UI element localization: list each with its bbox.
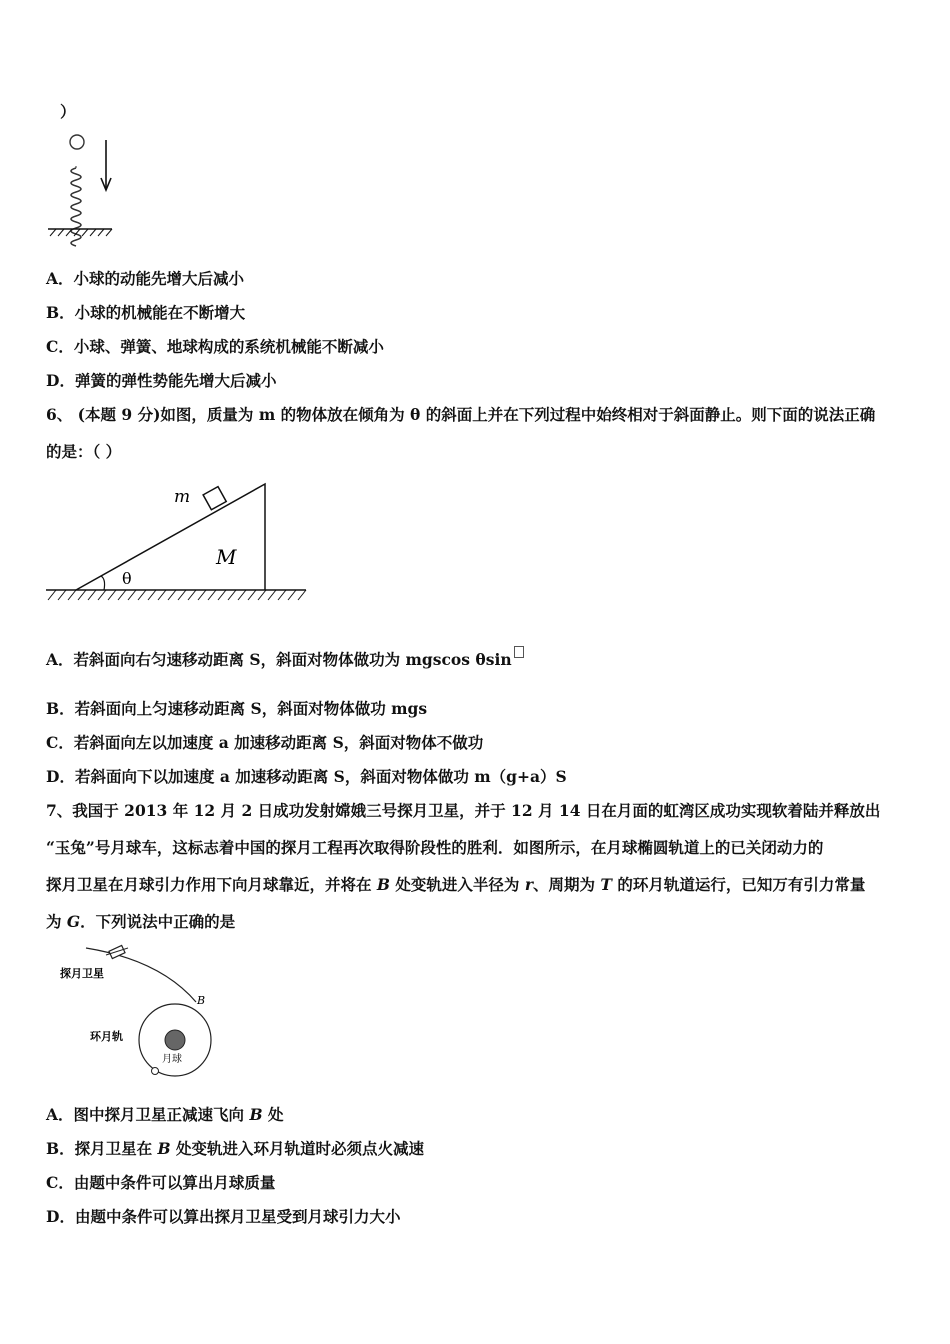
block-m [203, 487, 226, 510]
q6-stem-line1: 6、 (本题 9 分)如图，质量为 m 的物体放在倾角为 θ 的斜面上并在下列过程中始终相对于斜面静止。则下面的说法正确 [46, 405, 876, 424]
label-orbit: 环月轨 [90, 1030, 123, 1043]
label-theta: θ [122, 569, 132, 588]
label-m: m [174, 487, 191, 507]
label-moon: 月球 [162, 1054, 182, 1065]
satellite-small-icon [152, 1068, 159, 1075]
q5-stem-tail: ） [60, 102, 76, 121]
orbit-figure [60, 940, 230, 1080]
missing-glyph-icon [514, 646, 524, 658]
label-probe: 探月卫星 [60, 967, 104, 980]
q7-option-a: A．图中探月卫星正减速飞向 B 处 [46, 1105, 284, 1124]
angle-arc [101, 576, 105, 590]
q5-option-a: A．小球的动能先增大后减小 [46, 269, 245, 288]
q6-option-d: D．若斜面向下以加速度 a 加速移动距离 S，斜面对物体做功 m（g+a）S [46, 767, 567, 786]
ball-icon [70, 135, 84, 149]
label-M: M [216, 545, 237, 569]
q7-option-b: B．探月卫星在 B 处变轨进入环月轨道时必须点火减速 [46, 1139, 425, 1158]
q6-option-b: B．若斜面向上匀速移动距离 S，斜面对物体做功 mgs [46, 699, 428, 718]
label-B: B [197, 994, 206, 1007]
q5-option-d: D．弹簧的弹性势能先增大后减小 [46, 371, 277, 390]
q6-option-c: C．若斜面向左以加速度 a 加速移动距离 S，斜面对物体不做功 [46, 733, 484, 752]
q7-stem-line1: 7、我国于 2013 年 12 月 2 日成功发射嫦娥三号探月卫星，并于 12 月 14 日在月面的虹湾区成功实现软着陆并释放出 [46, 801, 881, 820]
spring-ball-figure [40, 130, 130, 245]
q6-stem-line2: 的是：（ ） [46, 442, 122, 461]
incline-triangle [76, 484, 265, 590]
q7-option-d: D．由题中条件可以算出探月卫星受到月球引力大小 [46, 1207, 401, 1226]
q5-option-b: B．小球的机械能在不断增大 [46, 303, 246, 322]
incline-figure [46, 478, 308, 608]
q7-stem-line2: “玉兔”号月球车，这标志着中国的探月工程再次取得阶段性的胜利．如图所示，在月球椭圆轨道上的已关闭动力的 [46, 838, 824, 857]
q5-option-c: C．小球、弹簧、地球构成的系统机械能不断减小 [46, 337, 384, 356]
moon-icon [165, 1030, 185, 1050]
q7-stem-line4: 为 G．下列说法中正确的是 [46, 912, 236, 931]
q7-stem-line3: 探月卫星在月球引力作用下向月球靠近，并将在 B 处变轨进入半径为 r、周期为 T 的环月轨道运行，已知万有引力常量 [46, 875, 866, 894]
q6-option-a: A．若斜面向右匀速移动距离 S，斜面对物体做功为 mgscos θsin [46, 650, 524, 670]
q7-option-c: C．由题中条件可以算出月球质量 [46, 1173, 276, 1192]
